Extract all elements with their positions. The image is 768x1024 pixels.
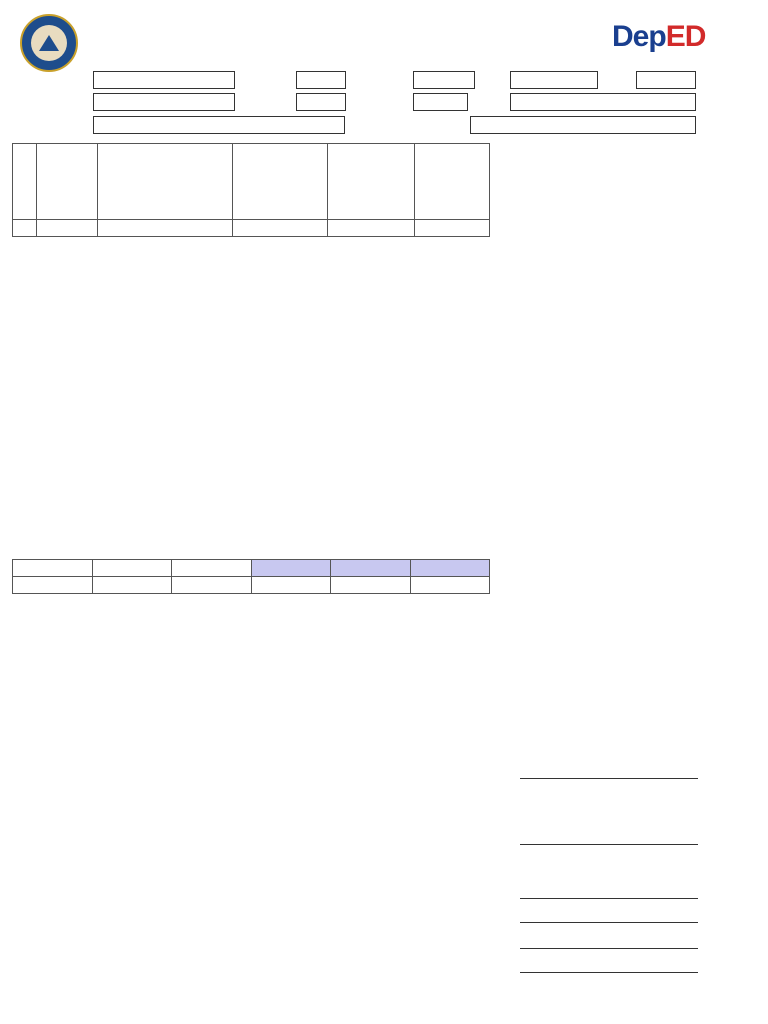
region-field[interactable] [636, 71, 696, 89]
division-field[interactable] [510, 71, 598, 89]
course-field[interactable] [470, 116, 696, 134]
deped-logo: DepED [612, 20, 706, 53]
learners-table-bottom [12, 559, 490, 594]
district-field[interactable] [413, 71, 475, 89]
lis-line [520, 972, 698, 973]
female-label [92, 577, 172, 594]
col-back-subjects [233, 144, 328, 220]
reviewer-3-line [520, 948, 698, 949]
male-label [97, 220, 232, 237]
indicators-text [503, 506, 699, 530]
col-end-year [415, 144, 490, 220]
col-name [97, 144, 232, 220]
total-male-count [92, 560, 172, 577]
section-field[interactable] [510, 93, 696, 111]
deped-seal-logo [20, 14, 78, 72]
head-signature-line [520, 844, 698, 845]
learners-table-top [12, 143, 490, 237]
total-male-label [172, 560, 252, 577]
track-strand-field[interactable] [93, 116, 345, 134]
adviser-signature-line [520, 778, 698, 779]
semester-field[interactable] [93, 93, 235, 111]
col-lrn [37, 144, 98, 220]
reviewer-1-line [520, 898, 698, 899]
school-name-field[interactable] [93, 71, 235, 89]
grade-level-field[interactable] [413, 93, 468, 111]
school-year-field[interactable] [296, 93, 346, 111]
col-end-semester [328, 144, 415, 220]
school-id-field[interactable] [296, 71, 346, 89]
col-no [13, 144, 37, 220]
reviewer-2-line [520, 922, 698, 923]
